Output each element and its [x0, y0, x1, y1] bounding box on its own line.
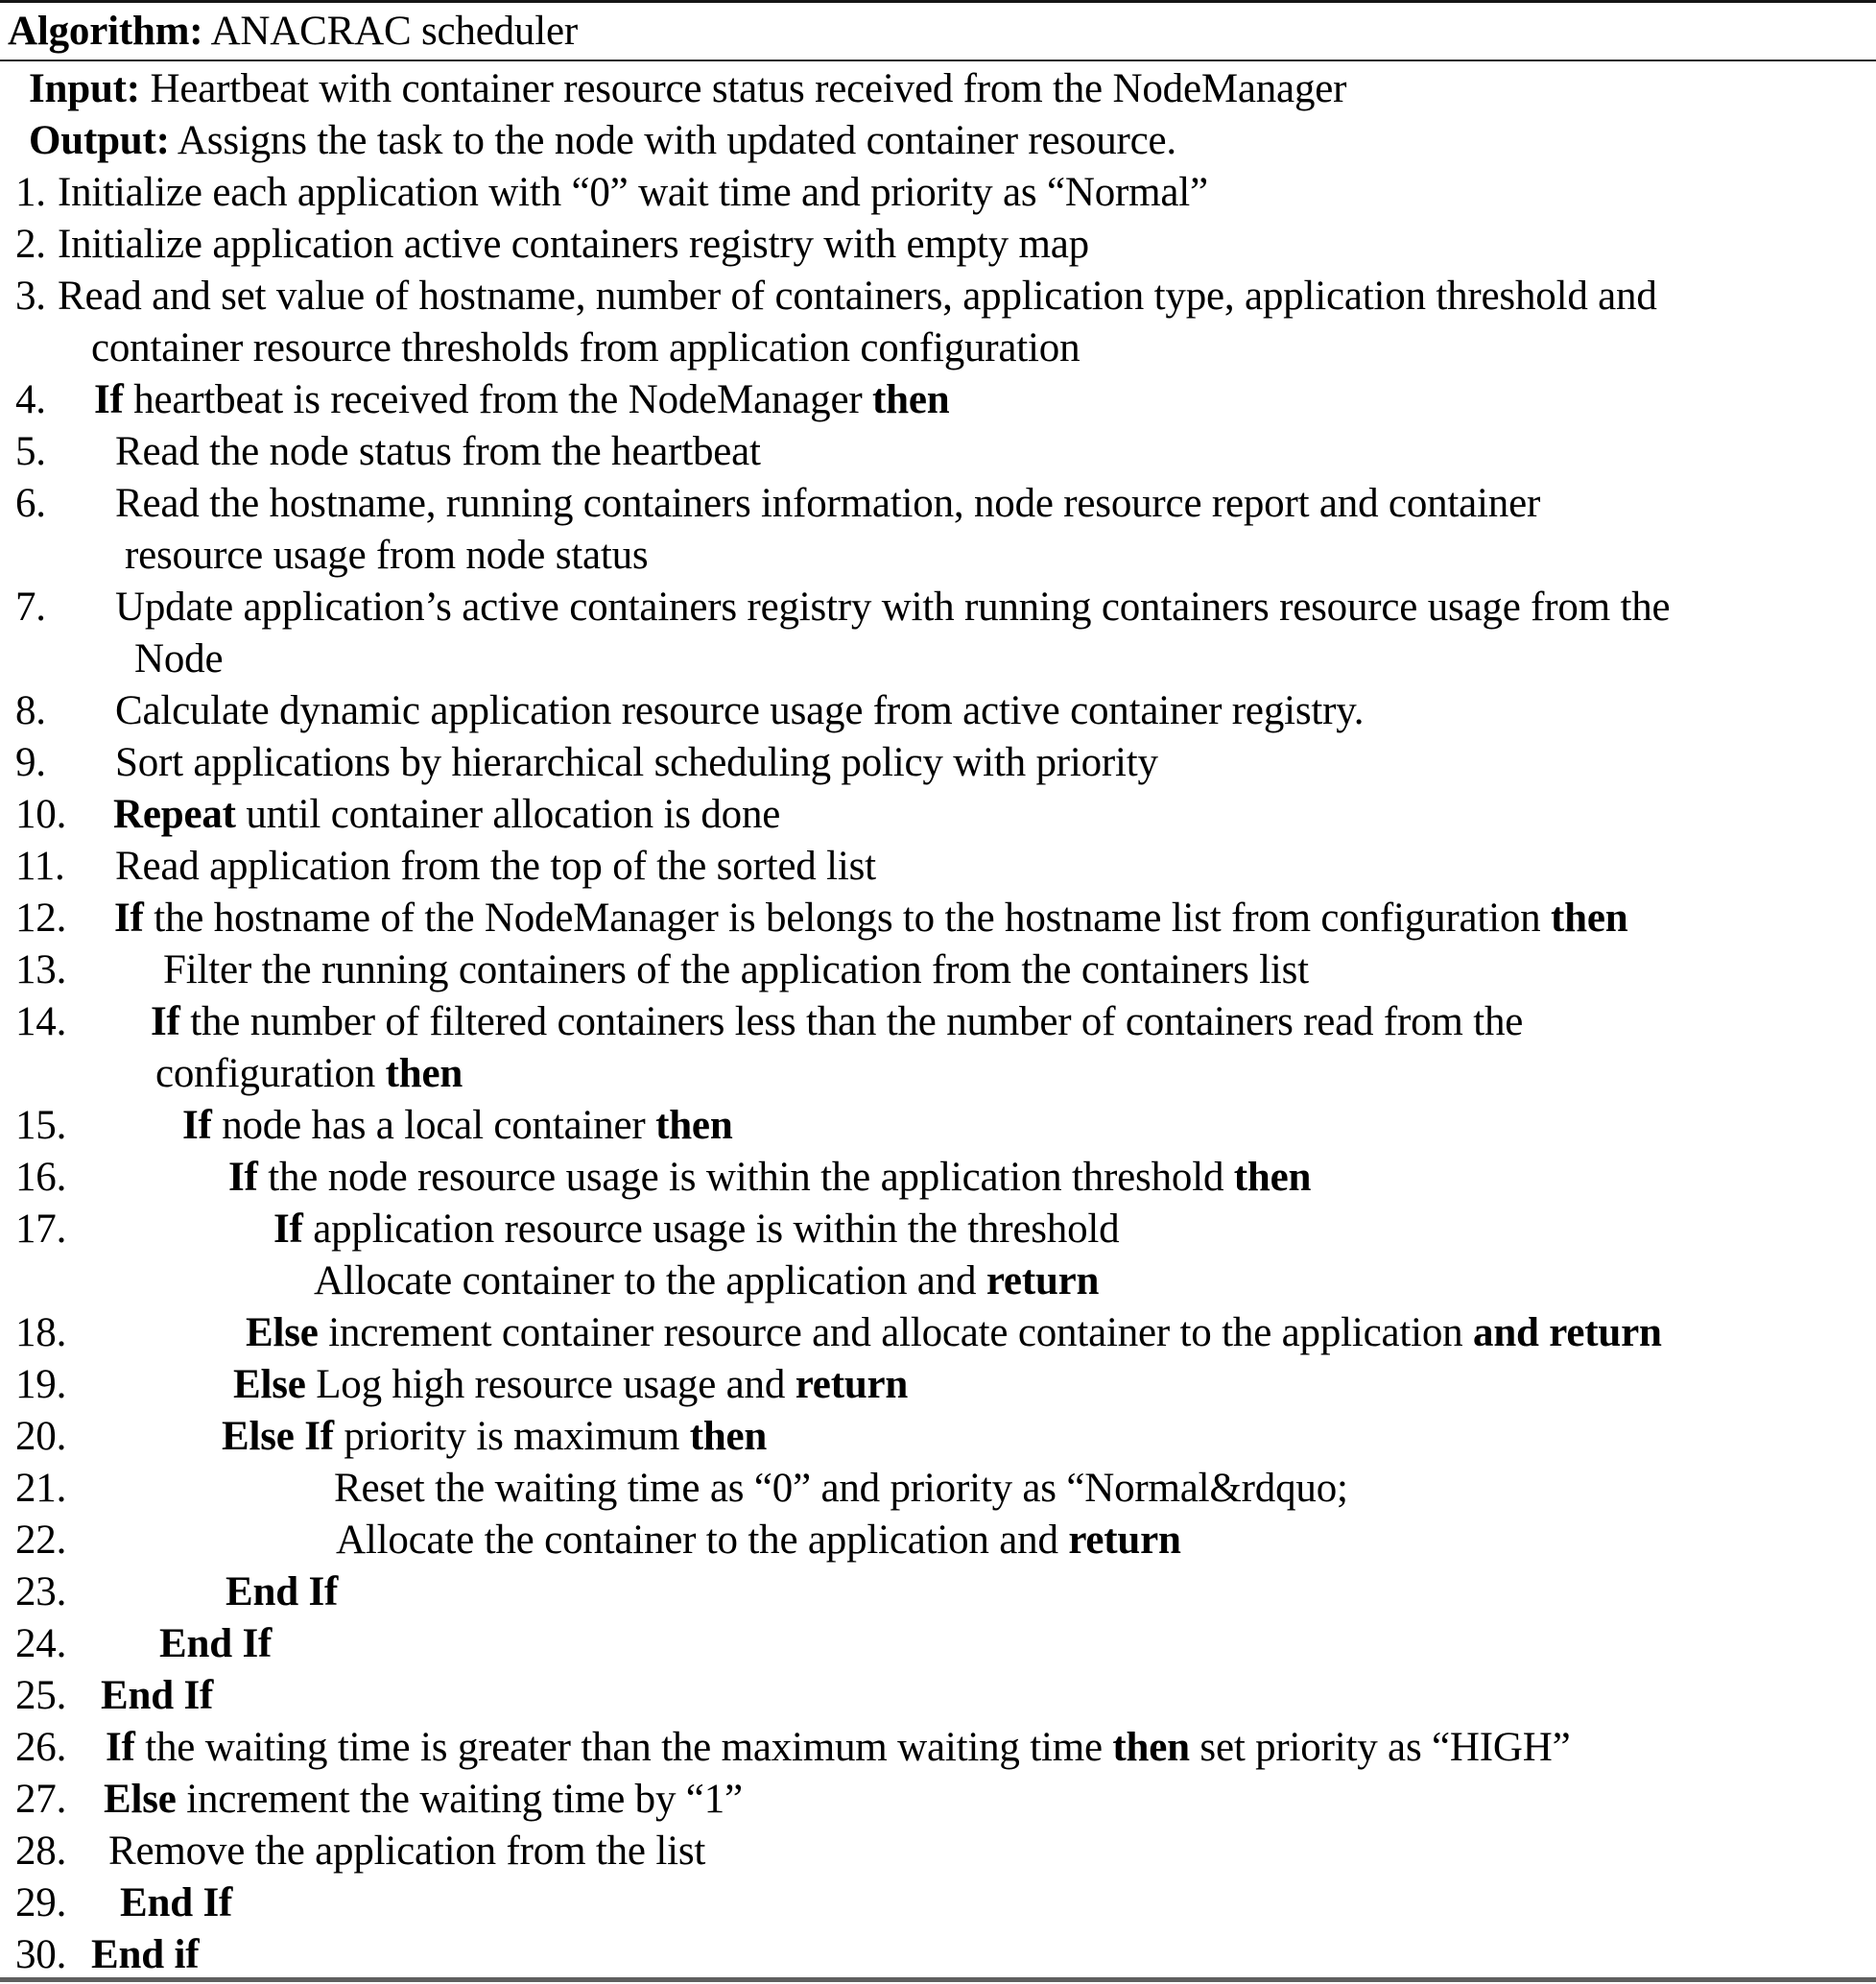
- plain-text: resource usage from node status: [125, 533, 649, 578]
- step-number: 17.: [15, 1207, 67, 1252]
- step-number: 14.: [15, 999, 67, 1044]
- plain-text: Initialize each application with “0” wait time and priority as “Normal”: [58, 170, 1208, 215]
- step-text: [134, 633, 223, 685]
- keyword-text: then: [655, 1103, 733, 1148]
- plain-text: the number of filtered containers less than the number of containers read from the: [179, 999, 1524, 1044]
- keyword-text: then: [1551, 896, 1628, 941]
- step-19-row: [0, 1359, 1876, 1411]
- step-18-row: [0, 1307, 1876, 1359]
- plain-text: the node resource usage is within the application threshold: [257, 1155, 1234, 1200]
- plain-text: Node: [134, 636, 224, 681]
- step-text: [114, 893, 1627, 944]
- step-text: [120, 1877, 232, 1929]
- step-28-row: [0, 1826, 1876, 1877]
- step-text: [314, 1255, 1099, 1307]
- step-text: [91, 323, 1080, 374]
- step-22-row: [0, 1515, 1876, 1566]
- step-number: 9.: [15, 740, 46, 785]
- step-27-row: [0, 1774, 1876, 1826]
- step-number: 11.: [15, 844, 65, 889]
- keyword-text: then: [385, 1051, 463, 1096]
- plain-text: heartbeat is received from the NodeManager: [123, 377, 873, 422]
- plain-text: node has a local container: [211, 1103, 656, 1148]
- step-number: 28.: [15, 1829, 67, 1874]
- step-text: [159, 1618, 272, 1670]
- keyword-text: If: [106, 1725, 135, 1770]
- keyword-text: Else: [104, 1777, 177, 1822]
- step-text: [334, 1463, 1348, 1515]
- step-number: 18.: [15, 1310, 67, 1355]
- keyword-text: then: [1233, 1155, 1312, 1200]
- step-text: [108, 1826, 705, 1877]
- input-line-row: [0, 63, 1876, 115]
- step-15-row: [0, 1100, 1876, 1152]
- step-number: 10.: [15, 792, 67, 837]
- keyword-text: Algorithm:: [8, 9, 203, 54]
- keyword-text: Else: [233, 1362, 306, 1407]
- step-text: [226, 1566, 338, 1618]
- step-13-row: [0, 944, 1876, 996]
- step-text: [246, 1307, 1662, 1359]
- step-1-row: [0, 167, 1876, 219]
- step-text: [115, 685, 1364, 737]
- step-number: 3.: [15, 274, 46, 319]
- output-line-row: [0, 115, 1876, 167]
- step-text: [58, 271, 1657, 323]
- keyword-text: Else If: [222, 1414, 334, 1459]
- plain-text: set priority as “HIGH”: [1189, 1725, 1571, 1770]
- step-number: 4.: [15, 377, 46, 422]
- keyword-text: return: [1068, 1518, 1181, 1563]
- step-12-row: [0, 893, 1876, 944]
- plain-text: increment the waiting time by “1”: [176, 1777, 743, 1822]
- bottom-rule: [0, 1977, 1876, 1982]
- step-25-row: [0, 1670, 1876, 1722]
- keyword-text: If: [114, 896, 144, 941]
- step-number: 19.: [15, 1362, 67, 1407]
- step-23-row: [0, 1566, 1876, 1618]
- keyword-text: If: [273, 1207, 303, 1252]
- step-number: 26.: [15, 1725, 67, 1770]
- step-number: 8.: [15, 688, 46, 733]
- step-26-row: [0, 1722, 1876, 1774]
- keyword-text: and return: [1473, 1310, 1662, 1355]
- step-text: [106, 1722, 1570, 1774]
- step-text: [155, 1048, 463, 1100]
- plain-text: until container allocation is done: [235, 792, 781, 837]
- step-2-row: [0, 219, 1876, 271]
- step-11-row: [0, 841, 1876, 893]
- keyword-text: If: [182, 1103, 212, 1148]
- plain-text: ANACRAC scheduler: [202, 9, 578, 54]
- step-text: [104, 1774, 743, 1826]
- step-21-row: [0, 1463, 1876, 1515]
- step-number: 2.: [15, 222, 46, 267]
- step-text: [58, 167, 1208, 219]
- step-text: [228, 1152, 1311, 1204]
- step-3-row: [0, 271, 1876, 323]
- step-text: [29, 63, 1346, 115]
- step-3-cont-row: [0, 323, 1876, 374]
- plain-text: Read the hostname, running containers information, node resource report and container: [115, 481, 1541, 526]
- keyword-text: End If: [120, 1880, 233, 1925]
- step-number: 1.: [15, 170, 46, 215]
- step-9-row: [0, 737, 1876, 789]
- step-number: 16.: [15, 1155, 67, 1200]
- keyword-text: then: [1112, 1725, 1190, 1770]
- keyword-text: End If: [101, 1673, 214, 1718]
- step-number: 30.: [15, 1932, 67, 1977]
- keyword-text: Input:: [29, 66, 140, 111]
- plain-text: the waiting time is greater than the maximum waiting time: [134, 1725, 1113, 1770]
- step-10-row: [0, 789, 1876, 841]
- step-text: [151, 996, 1523, 1048]
- plain-text: configuration: [155, 1051, 386, 1096]
- step-14-cont-row: [0, 1048, 1876, 1100]
- step-text: [222, 1411, 767, 1463]
- step-17-cont-row: [0, 1255, 1876, 1307]
- step-16-row: [0, 1152, 1876, 1204]
- plain-text: Reset the waiting time as “0” and priority as “Normal&rdquo;: [334, 1466, 1348, 1511]
- step-text: [336, 1515, 1181, 1566]
- step-text: [91, 1929, 199, 1981]
- plain-text: Read application from the top of the sorted list: [115, 844, 876, 889]
- step-text: [101, 1670, 213, 1722]
- keyword-text: then: [689, 1414, 768, 1459]
- step-text: [29, 115, 1176, 167]
- step-8-row: [0, 685, 1876, 737]
- plain-text: Update application’s active containers registry with running containers resource usage from the: [115, 585, 1671, 630]
- step-number: 20.: [15, 1414, 67, 1459]
- step-text: [115, 426, 761, 478]
- step-7-row: [0, 582, 1876, 633]
- plain-text: increment container resource and allocate container to the application: [318, 1310, 1474, 1355]
- step-4-row: [0, 374, 1876, 426]
- step-5-row: [0, 426, 1876, 478]
- algorithm-body: [0, 63, 1876, 1981]
- step-number: 21.: [15, 1466, 67, 1511]
- step-30-row: [0, 1929, 1876, 1981]
- keyword-text: End If: [226, 1569, 339, 1614]
- keyword-text: End If: [159, 1621, 273, 1666]
- step-number: 25.: [15, 1673, 67, 1718]
- step-text: [233, 1359, 908, 1411]
- step-14-row: [0, 996, 1876, 1048]
- step-number: 15.: [15, 1103, 67, 1148]
- step-number: 7.: [15, 585, 46, 630]
- step-7-cont-row: [0, 633, 1876, 685]
- step-number: 6.: [15, 481, 46, 526]
- keyword-text: return: [985, 1258, 1100, 1303]
- step-number: 5.: [15, 429, 46, 474]
- step-text: [58, 219, 1089, 271]
- step-text: [115, 582, 1670, 633]
- plain-text: Assigns the task to the node with updated container resource.: [169, 118, 1176, 163]
- keyword-text: Output:: [29, 118, 170, 163]
- step-text: [115, 737, 1158, 789]
- step-17-row: [0, 1204, 1876, 1255]
- plain-text: Log high resource usage and: [305, 1362, 796, 1407]
- step-6-cont-row: [0, 530, 1876, 582]
- keyword-text: return: [795, 1362, 909, 1407]
- plain-text: priority is maximum: [333, 1414, 690, 1459]
- plain-text: Read and set value of hostname, number of containers, application type, application threshold and: [58, 274, 1657, 319]
- step-text: [115, 478, 1540, 530]
- step-number: 13.: [15, 947, 67, 992]
- step-text: [163, 944, 1309, 996]
- title-divider-rule: [0, 60, 1876, 61]
- keyword-text: then: [872, 377, 950, 422]
- keyword-text: Else: [246, 1310, 319, 1355]
- step-24-row: [0, 1618, 1876, 1670]
- step-text: [182, 1100, 733, 1152]
- plain-text: Heartbeat with container resource status received from the NodeManager: [139, 66, 1347, 111]
- plain-text: Read the node status from the heartbeat: [115, 429, 761, 474]
- plain-text: container resource thresholds from application configuration: [91, 325, 1080, 371]
- step-text: [113, 789, 780, 841]
- plain-text: Allocate container to the application and: [314, 1258, 986, 1303]
- keyword-text: If: [94, 377, 124, 422]
- step-29-row: [0, 1877, 1876, 1929]
- step-text: [273, 1204, 1119, 1255]
- plain-text: Calculate dynamic application resource usage from active container registry.: [115, 688, 1365, 733]
- plain-text: application resource usage is within the threshold: [302, 1207, 1120, 1252]
- keyword-text: End if: [91, 1932, 200, 1977]
- plain-text: the hostname of the NodeManager is belongs to the hostname list from configuration: [143, 896, 1552, 941]
- plain-text: Filter the running containers of the application from the containers list: [163, 947, 1309, 992]
- step-number: 12.: [15, 896, 67, 941]
- plain-text: Initialize application active containers registry with empty map: [58, 222, 1089, 267]
- step-text: [115, 841, 876, 893]
- step-6-row: [0, 478, 1876, 530]
- plain-text: Remove the application from the list: [108, 1829, 706, 1874]
- step-number: 22.: [15, 1518, 67, 1563]
- keyword-text: If: [228, 1155, 258, 1200]
- keyword-text: Repeat: [113, 792, 236, 837]
- step-text: [125, 530, 648, 582]
- keyword-text: If: [151, 999, 180, 1044]
- step-number: 24.: [15, 1621, 67, 1666]
- step-text: [94, 374, 949, 426]
- algorithm-title: [0, 3, 1876, 60]
- plain-text: Allocate the container to the application and: [336, 1518, 1069, 1563]
- step-20-row: [0, 1411, 1876, 1463]
- step-number: 29.: [15, 1880, 67, 1925]
- step-number: 27.: [15, 1777, 67, 1822]
- plain-text: Sort applications by hierarchical scheduling policy with priority: [115, 740, 1158, 785]
- step-number: 23.: [15, 1569, 67, 1614]
